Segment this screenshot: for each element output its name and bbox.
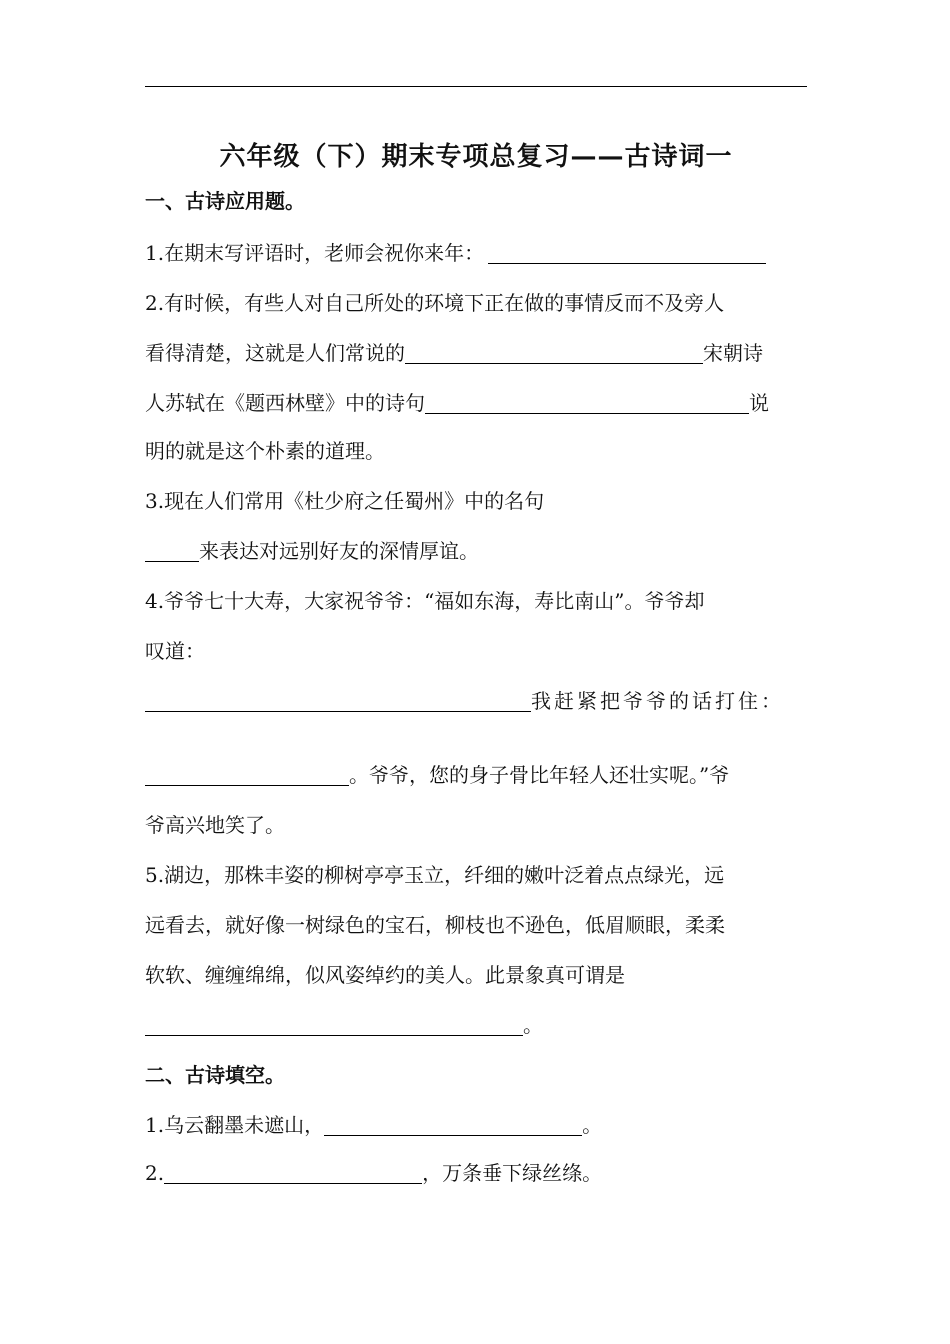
- s1-q4-line4-text: 。爷爷，您的身子骨比年轻人还壮实呢。”爷: [349, 763, 730, 787]
- s2-q1-a: 1.乌云翻墨未遮山，: [145, 1113, 325, 1137]
- s2-q2: [145, 1158, 602, 1188]
- s1-q1-text: 1.在期末写评语时，老师会祝你来年：: [145, 241, 485, 265]
- s1-q2-line3b: 说: [749, 391, 769, 415]
- s1-q2-line2: [145, 338, 763, 368]
- s1-q3-line2-text: 来表达对远别好友的深情厚谊。: [199, 539, 479, 563]
- answer-blank[interactable]: [324, 1113, 582, 1136]
- s1-q3-line2: [145, 536, 479, 566]
- section1-heading: 一、古诗应用题。: [145, 189, 305, 213]
- s1-q5-line4-text: 。: [523, 1013, 543, 1037]
- answer-blank[interactable]: [425, 391, 749, 414]
- s1-q4-line2: 叹道：: [145, 639, 205, 663]
- answer-blank[interactable]: [145, 689, 531, 712]
- s1-q2-line1: 2.有时候，有些人对自己所处的环境下正在做的事情反而不及旁人: [145, 291, 725, 315]
- s1-q4-line1: 4.爷爷七十大寿，大家祝爷爷：“福如东海，寿比南山”。爷爷却: [145, 589, 705, 613]
- s1-q4-line5: 爷高兴地笑了。: [145, 813, 285, 837]
- page-title: 六年级（下）期末专项总复习——古诗词一: [219, 142, 733, 172]
- answer-blank[interactable]: [145, 539, 199, 562]
- answer-blank[interactable]: [405, 341, 703, 364]
- s2-q2-a: 2.: [145, 1161, 165, 1185]
- s1-q4-line3: [145, 686, 784, 716]
- s1-q4-line3-text: 我赶紧把爷爷的话打住：: [531, 689, 784, 713]
- s1-q2-line4: 明的就是这个朴素的道理。: [145, 439, 385, 463]
- s1-q5-line2: 远看去，就好像一树绿色的宝石，柳枝也不逊色，低眉顺眼，柔柔: [145, 913, 725, 937]
- answer-blank[interactable]: [488, 241, 766, 264]
- s1-q2-line2b: 宋朝诗: [703, 341, 763, 365]
- s1-q1: [145, 238, 766, 268]
- s1-q5-line4: [145, 1010, 543, 1040]
- s2-q2-b: ，万条垂下绿丝绦。: [422, 1161, 603, 1185]
- s1-q3-line1: 3.现在人们常用《杜少府之任蜀州》中的名句: [145, 489, 545, 513]
- section2-heading: 二、古诗填空。: [145, 1063, 285, 1087]
- s1-q4-line4: [145, 760, 729, 790]
- answer-blank[interactable]: [145, 763, 349, 786]
- s1-q5-line1: 5.湖边，那株丰姿的柳树亭亭玉立，纤细的嫩叶泛着点点绿光，远: [145, 863, 725, 887]
- s1-q2-line3: [145, 388, 769, 418]
- s2-q1: [145, 1110, 602, 1140]
- s1-q5-line3: 软软、缠缠绵绵，似风姿绰约的美人。此景象真可谓是: [145, 963, 625, 987]
- answer-blank[interactable]: [164, 1161, 422, 1184]
- top-rule: [145, 86, 807, 87]
- answer-blank[interactable]: [145, 1013, 523, 1036]
- s1-q2-line2a: 看得清楚，这就是人们常说的: [145, 341, 405, 365]
- s2-q1-b: 。: [582, 1113, 603, 1137]
- s1-q2-line3a: 人苏轼在《题西林壁》中的诗句: [145, 391, 425, 415]
